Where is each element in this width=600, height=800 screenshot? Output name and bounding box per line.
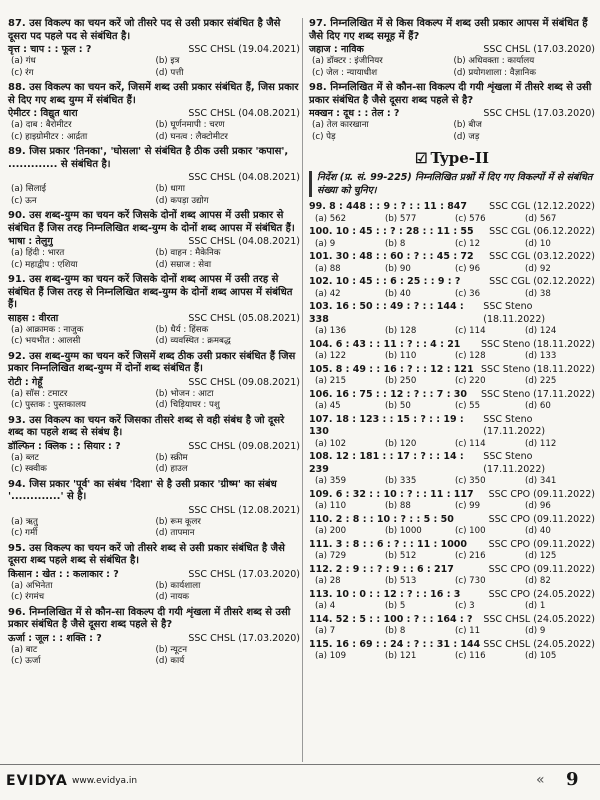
numeric-question [309,364,595,388]
option: (a) बाट [11,644,38,655]
question-text: 96. निम्नलिखित में से कौन-सा विकल्प दी गयी शृंखला में तीसरे शब्द से उसी प्रकार संबंधित है जैसे दूसरा शब्द पहले से है? [8,606,291,630]
numeric-question-row [309,451,595,476]
numeric-question [309,451,595,487]
website-url: www.evidya.in [72,776,138,786]
question-text: 111. 3 : 8 : : 6 : ? : : 11 : 1000 [309,538,468,550]
option: (c) जेल : न्यायाधीश [312,67,378,78]
option: (c) 116 [455,651,486,661]
exam-source: SSC CHSL (17.03.2020) [188,568,300,580]
exam-source: SSC CGL (02.12.2022) [489,276,595,287]
column-divider [302,18,303,762]
options-grid [8,645,300,668]
option: (c) 36 [455,288,481,299]
option: (c) रंग [11,67,34,78]
question-text: 103. 16 : 50 : : 49 : ? : : 144 : 338 [309,301,464,325]
option: (a) सॉस : टमाटर [11,388,68,399]
exam-source: SSC CPO (09.11.2022) [488,538,595,550]
numeric-question-row [309,414,595,439]
exam-source: SSC Steno (18.11.2022) [481,338,595,350]
page-footer [0,764,600,800]
option: (d) 40 [525,526,551,536]
exam-source: SSC CGL (06.12.2022) [489,226,595,237]
question-text: 98. निम्नलिखित में से कौन-सा विकल्प दी गयी शृंखला में तीसरे शब्द से उसी प्रकार संबंधित है जैसे दूसरा शब्द पहले से है? [309,82,592,106]
numeric-question [309,489,595,513]
question-block [8,210,300,271]
question-block [8,607,300,668]
exam-source: SSC CHSL (12.08.2021) [188,504,300,516]
options-row [309,264,595,275]
option: (a) गंध [11,56,36,66]
numeric-question [309,276,595,300]
option: (a) 136 [315,326,347,336]
option: (d) 92 [525,263,551,274]
brand-logo: EVIDYA [6,773,68,789]
option: (c) रंगमंच [11,592,45,602]
options-grid [8,248,300,271]
option: (b) 1000 [385,526,422,536]
option: (b) 110 [385,351,417,361]
exam-source: SSC Steno (17.11.2022) [483,413,546,437]
checkbox-icon: ☑ [414,151,428,167]
option: (a) 200 [315,526,347,536]
question-text: 106. 16 : 75 : : 12 : ? : : 7 : 30 [309,388,468,400]
options-row [309,326,595,337]
options-row [309,401,595,412]
exam-source: SSC CHSL (19.04.2021) [188,44,300,55]
option: (d) व्यवस्थित : क्रमबद्ध [155,336,231,346]
question-text: 92. उस शब्द-युग्म का चयन करें जिसमें शब्द ठीक उसी प्रकार संबंधित हैं जिस प्रकार निम्नलिखित शब्द-युग्म में दोनों शब्द संबंधित हैं। [8,350,296,374]
options-row [309,351,595,362]
option: (a) आक्रामक : नाजुक [11,324,84,335]
numeric-question-row [309,614,595,627]
options-row [309,214,595,225]
chevron-decoration-icon: « [536,772,545,788]
footer-rule [0,764,600,765]
option: (b) 512 [385,551,417,561]
exam-source: SSC CPO (09.11.2022) [488,488,595,500]
option: (c) महाद्वीप : एशिया [11,259,78,270]
question-text: 100. 10 : 45 : : ? : 28 : : 11 : 55 [309,226,474,237]
exam-source: SSC CPO (24.05.2022) [488,588,595,600]
option: (b) धैर्य : हिंसक [155,324,209,335]
option: (c) 11 [455,626,481,636]
option: (c) 114 [455,326,486,336]
question-block [8,351,300,412]
exam-source: SSC CPO (09.11.2022) [488,563,595,575]
question-block [8,146,300,207]
option: (c) 99 [455,501,481,511]
numeric-question [309,251,595,275]
question-text: 87. उस विकल्प का चयन करें जो तीसरे पद से उसी प्रकार संबंधित है जैसे दूसरा पद पहले पद से संबंधित है। [8,18,281,42]
options-row [309,651,595,662]
option: (d) 225 [525,376,557,386]
option: (a) 562 [315,213,347,224]
numeric-question-row [309,251,595,264]
option: (b) 90 [385,263,411,274]
option: (d) 82 [525,576,551,586]
option: (c) गर्मी [11,528,38,538]
exam-source: SSC Steno (18.11.2022) [481,363,595,375]
numeric-question-row [309,589,595,602]
question-text: 112. 2 : 9 : : ? : 9 : : 6 : 217 [309,563,454,575]
option: (b) 8 [385,238,406,249]
options-row [309,239,595,250]
numeric-question [309,414,595,450]
question-pair: मक्खन : दूध : : तेल : ? [309,108,400,119]
question-text: 115. 16 : 69 : : 24 : ? : : 31 : 144 [309,638,481,650]
option: (d) पत्ती [155,67,184,78]
option: (d) 38 [525,288,551,299]
option: (a) 102 [315,438,347,449]
numeric-question-row [309,514,595,527]
option: (c) हाइग्रोमीटर : आर्द्रता [11,131,88,142]
question-text: 102. 10 : 45 : : 6 : 25 : : 9 : ? [309,276,461,287]
question-meta [8,43,300,56]
options-grid [8,453,300,476]
question-text: 91. उस शब्द-युग्म का चयन करें जिसके दोनों शब्द आपस में उसी तरह से संबंधित हैं जिस तरह से निम्नलिखित शब्द-युग्म के दोनों शब्द आपस में संबंधित हैं। [8,274,293,310]
option: (d) कार्य [155,656,185,666]
option: (d) कपड़ा उद्योग [155,195,209,206]
option: (a) 7 [315,626,336,636]
question-meta [8,235,300,248]
option: (a) दाब : बैरोमीटर [11,120,72,130]
numeric-question [309,514,595,538]
numeric-question [309,301,595,337]
options-grid [8,56,300,79]
option: (c) 12 [455,238,481,249]
option: (d) जड़ [453,131,480,142]
question-meta [8,632,300,645]
question-text: 110. 2 : 8 : : 10 : ? : : 5 : 50 [309,513,454,525]
option: (d) सम्राज : सेवा [155,259,212,270]
option: (d) 133 [525,351,557,361]
type-heading-text: Type-II [430,149,490,167]
question-text: 101. 30 : 48 : : 60 : ? : : 45 : 72 [309,251,474,262]
option: (b) 121 [385,651,417,661]
options-row [309,439,595,450]
options-row [309,289,595,300]
option: (c) 220 [455,376,486,386]
numeric-question [309,339,595,363]
option: (b) बीज [453,120,482,130]
option: (d) हाउल [155,464,188,474]
option: (c) ऊर्जा [11,656,41,666]
option: (d) 112 [525,438,557,449]
option: (a) 215 [315,376,347,386]
options-row [309,551,595,562]
options-row [309,601,595,612]
exam-source: SSC CHSL (04.08.2021) [188,172,300,183]
question-meta [8,312,300,325]
exam-source: SSC CHSL (17.03.2020) [483,44,595,55]
exam-source: SSC CHSL (24.05.2022) [483,638,595,650]
option: (a) 28 [315,576,341,586]
exam-source: SSC CPO (09.11.2022) [488,513,595,525]
option: (d) 105 [525,651,557,661]
option: (a) ब्लट [11,452,39,463]
numeric-question [309,639,595,663]
option: (b) न्यूटन [155,644,188,655]
option: (a) डॉक्टर : इंजीनियर [312,56,383,66]
question-pair: रोटी : गेहूँ [8,376,43,388]
numeric-question-row [309,301,595,326]
options-row [309,501,595,512]
numeric-question-row [309,489,595,502]
option: (c) 350 [455,476,486,486]
options-row [309,526,595,537]
option: (c) 3 [455,601,475,611]
numeric-question-row [309,226,595,239]
numeric-question-row [309,364,595,377]
option: (c) 576 [455,213,486,224]
options-grid [309,120,595,143]
exam-source: SSC CGL (03.12.2022) [489,251,595,262]
exam-source: SSC Steno (17.11.2022) [481,388,595,400]
option: (b) 335 [385,476,417,486]
question-meta [309,43,595,56]
option: (a) 359 [315,476,347,486]
exam-source: SSC CHSL (05.08.2021) [188,312,300,324]
question-meta [8,440,300,453]
question-meta [8,107,300,120]
option: (d) चिड़ियाघर : पशु [155,400,220,410]
option: (b) अधिवक्ता : कार्यालय [453,56,535,66]
question-text: 114. 52 : 5 : : 100 : ? : : 164 : ? [309,613,473,625]
option: (b) भोजन : आटा [155,388,214,399]
options-row [309,626,595,637]
question-block [8,82,300,143]
option: (b) 120 [385,438,417,449]
question-text: 89. जिस प्रकार 'तिनका', 'घोसला' से संबंधित है ठीक उसी प्रकार 'कपास', ............. से संबंधित है। [8,146,289,170]
option: (d) 124 [525,326,557,336]
option: (a) 109 [315,651,347,661]
numeric-question-row [309,389,595,402]
instruction-text: निर्देश (प्र. सं. 99-225) निम्नलिखित प्रश्नों में दिए गए विकल्पों में से संबंधित संख्या को चुनिए। [309,171,595,197]
option: (b) 250 [385,376,417,386]
option: (d) 125 [525,551,557,561]
question-text: 99. 8 : 448 : : 9 : ? : : 11 : 847 [309,201,468,212]
option: (b) 128 [385,326,417,336]
option: (b) 40 [385,288,411,299]
question-text: 95. उस विकल्प का चयन करें जो तीसरे शब्द से उसी प्रकार संबंधित है जैसे दूसरा शब्द पहले शब्द से संबंधित है। [8,542,285,566]
option: (c) 128 [455,351,486,361]
option: (b) घूर्णनमापी : चरण [155,120,225,130]
option: (b) धागा [155,184,185,194]
question-text: 113. 10 : 0 : : 12 : ? : : 16 : 3 [309,588,461,600]
numeric-question-row [309,339,595,352]
option: (c) 216 [455,551,486,561]
numeric-question-row [309,201,595,214]
option: (a) 88 [315,263,341,274]
option: (a) अभिनेता [11,580,53,591]
exam-source: SSC CHSL (09.08.2021) [188,376,300,388]
question-text: 88. उस विकल्प का चयन करें, जिसमें शब्द उसी प्रकार संबंधित हैं, जिस प्रकार से दिए गए शब्द युग्म में संबंधित हैं। [8,82,299,106]
question-block [8,274,300,348]
option: (a) 9 [315,238,336,249]
option: (d) 60 [525,401,551,411]
option: (a) 729 [315,551,347,561]
option: (a) तेल कारखाना [312,120,369,130]
question-pair: वृत्त : चाप : : फूल : ? [8,44,92,55]
question-pair: साहस : वीरता [8,312,59,324]
numeric-question [309,389,595,413]
option: (b) 50 [385,401,411,411]
option: (c) पुस्तक : पुस्तकालय [11,400,87,410]
option: (c) 114 [455,438,486,449]
option: (b) स्क्रीम [155,452,188,463]
numeric-question-row [309,564,595,577]
question-text: 105. 8 : 49 : : 16 : ? : : 12 : 121 [309,363,474,375]
question-text: 107. 18 : 123 : : 15 : ? : : 19 : 130 [309,413,464,437]
exam-source: SSC CHSL (04.08.2021) [188,236,300,247]
page-number: 9 [566,769,579,790]
option: (c) 730 [455,576,486,586]
question-meta [309,107,595,120]
options-grid [8,184,300,207]
option: (c) भयभीत : आलसी [11,336,81,346]
numeric-question [309,539,595,563]
options-grid [8,120,300,143]
question-pair: डॉल्फिन : क्लिक : : सियार : ? [8,440,121,452]
question-pair: भाषा : तेलुगु [8,236,53,247]
question-text: 109. 6 : 32 : : 10 : ? : : 11 : 117 [309,488,474,500]
option: (b) रूम कूलर [155,516,201,527]
exam-source: SSC CGL (12.12.2022) [489,201,595,212]
option: (a) सिलाई [11,184,47,194]
exam-source: SSC CHSL (24.05.2022) [483,613,595,625]
options-row [309,576,595,587]
question-pair: ऊर्जा : जूल : : शक्ति : ? [8,632,102,644]
question-block [309,82,595,143]
numeric-question [309,201,595,225]
numeric-question [309,589,595,613]
question-text: 108. 12 : 181 : : 17 : ? : : 14 : 239 [309,451,464,475]
exam-source: SSC CHSL (04.08.2021) [188,108,300,119]
options-row [309,376,595,387]
options-grid [8,325,300,348]
option: (a) 4 [315,601,336,611]
option: (d) 567 [525,213,557,224]
type-heading [309,149,595,167]
option: (a) ऋतु [11,516,38,527]
question-block [309,18,595,79]
option: (a) हिंदी : भारत [11,248,65,258]
question-block [8,415,300,476]
exam-source: SSC Steno (17.11.2022) [483,451,546,475]
option: (d) नायक [155,592,189,602]
question-pair: जहाज : नाविक [309,44,364,55]
option: (b) 8 [385,626,406,636]
question-block [8,479,300,540]
option: (b) 577 [385,213,417,224]
numeric-question [309,614,595,638]
options-grid [8,517,300,540]
option: (a) 110 [315,501,347,511]
question-meta [8,171,300,184]
question-pair: ऐमीटर : विद्युत धारा [8,108,78,119]
option: (d) 96 [525,501,551,511]
option: (d) 10 [525,238,551,249]
question-text: 90. उस शब्द-युग्म का चयन करें जिसके दोनों शब्द आपस में उसी प्रकार से संबंधित हैं जिस तरह निम्नलिखित शब्द-युग्म के दोनों शब्द आपस में संबंधित हैं। [8,210,295,234]
option: (b) वाहन : मैकेनिक [155,248,221,258]
question-block [8,18,300,79]
option: (c) ऊन [11,195,37,206]
option: (a) 45 [315,401,341,411]
numeric-question-row [309,276,595,289]
option: (d) 9 [525,626,546,636]
left-column [8,18,300,671]
question-text: 94. जिस प्रकार 'पूर्व' का संबंध 'दिशा' से है उसी प्रकार 'ग्रीष्म' का संबंध '.............' से है। [8,478,277,502]
numeric-question [309,226,595,250]
question-meta [8,504,300,517]
option: (d) 1 [525,601,546,611]
option: (c) स्क्वीक [11,464,47,474]
options-row [309,476,595,487]
option: (c) 100 [455,526,486,536]
option: (c) 96 [455,263,481,274]
question-pair: किसान : खेत : : कलाकार : ? [8,568,119,580]
question-text: 93. उस विकल्प का चयन करें जिसका तीसरे शब्द से वही संबंध है जो दूसरे शब्द का पहले शब्द से संबंध है। [8,414,285,438]
numeric-question-row [309,639,595,652]
option: (d) घनत्व : लैक्टोमीटर [155,131,228,142]
option: (b) इत्र [155,56,180,66]
options-grid [309,56,595,79]
right-column [309,18,595,664]
exam-source: SSC Steno (18.11.2022) [483,301,546,325]
question-text: 104. 6 : 43 : : 11 : ? : : 4 : 21 [309,338,461,350]
option: (b) 513 [385,576,417,586]
question-meta [8,568,300,581]
option: (a) 122 [315,351,347,361]
exam-source: SSC CHSL (17.03.2020) [483,108,595,119]
question-text: 97. निम्नलिखित में से किस विकल्प में शब्द उसी प्रकार आपस में संबंधित हैं जैसे दिए गए शब्द समूह में हैं? [309,18,588,42]
option: (c) पेड़ [312,131,336,142]
option: (d) तापमान [155,528,195,538]
numeric-question-row [309,539,595,552]
option: (a) 42 [315,288,341,299]
exam-source: SSC CHSL (17.03.2020) [188,632,300,644]
options-grid [8,581,300,604]
option: (c) 55 [455,401,481,411]
option: (b) 88 [385,501,411,511]
option: (d) 341 [525,476,557,486]
exam-source: SSC CHSL (09.08.2021) [188,440,300,452]
question-meta [8,376,300,389]
option: (b) कार्यशाला [155,580,201,591]
options-grid [8,389,300,412]
option: (d) प्रयोगशाला : वैज्ञानिक [453,67,536,78]
numeric-question [309,564,595,588]
question-block [8,543,300,604]
option: (b) 5 [385,601,406,611]
